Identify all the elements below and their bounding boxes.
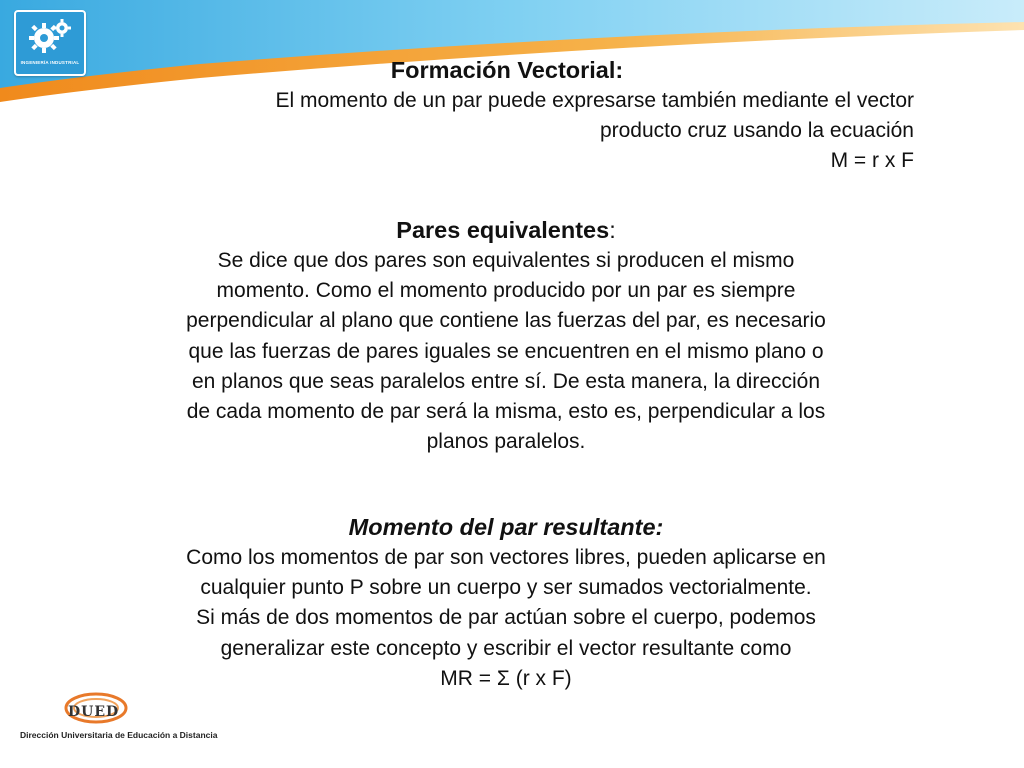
section-title: Formación Vectorial: (390, 57, 624, 83)
dued-logo (18, 686, 218, 746)
body-line: Se dice que dos pares son equivalentes si producen el mismo (217, 249, 795, 272)
logo-caption: INGENIERÍA INDUSTRIAL (20, 60, 80, 65)
section-title: Momento del par resultante: (348, 514, 664, 540)
body-line: cualquier punto P sobre un cuerpo y ser sumados vectorialmente. (200, 576, 812, 600)
dued-logo-word: DUED (68, 704, 120, 720)
section-title-colon: : (609, 217, 616, 243)
section-vector-formation (100, 54, 914, 177)
body-line: momento. Como el momento producido por un par es siempre (216, 279, 796, 303)
dued-caption: Dirección Universitaria de Educación a Distancia (20, 730, 218, 740)
body-line: generalizar este concepto y escribir el vector resultante como (220, 636, 792, 660)
body-line: de cada momento de par será la misma, esto es, perpendicular a los (186, 400, 826, 424)
body-line: Si más de dos momentos de par actúan sobre el cuerpo, podemos (196, 606, 816, 630)
body-line: El momento de un par puede expresarse también mediante el vector (275, 89, 914, 112)
body-line: en planos que seas paralelos entre sí. De esta manera, la dirección (191, 369, 821, 393)
section-title (100, 214, 912, 246)
section-equivalent-pairs (100, 214, 912, 457)
body-line: producto cruz usando la ecuación (599, 119, 914, 143)
body-line: Como los momentos de par son vectores libres, pueden aplicarse en (186, 546, 826, 569)
section-resultant-moment (100, 511, 912, 694)
equation: M = r x F (830, 149, 914, 173)
equation: MR = Σ (r x F) (440, 666, 572, 690)
gears-icon (24, 18, 76, 56)
faculty-logo (14, 10, 86, 76)
body-line: perpendicular al plano que contiene las fuerzas del par, es necesario (186, 309, 826, 333)
body-line: planos paralelos. (426, 430, 586, 454)
section-title-text: Pares equivalentes (396, 217, 610, 243)
body-line: que las fuerzas de pares iguales se encuentren en el mismo plano o (188, 339, 824, 363)
